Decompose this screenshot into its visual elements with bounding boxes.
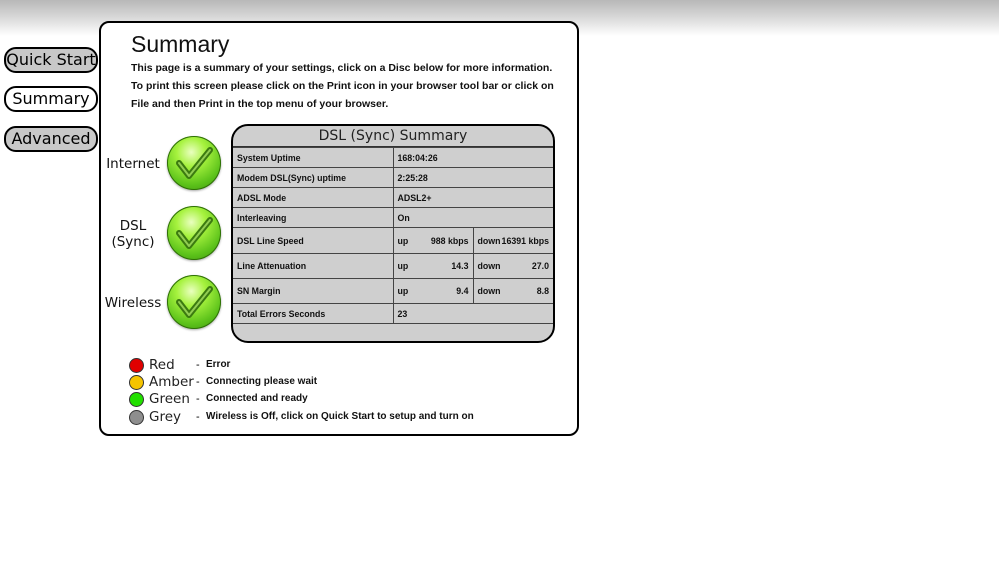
up-value: 14.3 <box>451 261 469 271</box>
legend-color-name: Grey <box>149 409 182 425</box>
row-value: 168:04:26 <box>393 148 553 168</box>
wireless-status-label: Wireless <box>104 295 162 311</box>
up-value: 988 kbps <box>430 235 469 246</box>
dsl-summary-title: DSL (Sync) Summary <box>233 126 553 147</box>
row-label: System Uptime <box>233 148 393 168</box>
legend-description: Wireless is Off, click on Quick Start to setup and turn on <box>206 411 474 422</box>
wireless-status-disc[interactable] <box>167 275 221 329</box>
amber-dot-icon <box>129 375 144 390</box>
red-dot-icon <box>129 358 144 373</box>
checkmark-icon <box>167 136 221 190</box>
legend-description: Connecting please wait <box>206 376 318 387</box>
legend-dash: - <box>196 376 200 388</box>
down-label: down <box>477 235 501 246</box>
down-label: down <box>477 286 501 296</box>
internet-status-label: Internet <box>106 156 160 172</box>
legend-dash: - <box>196 411 200 423</box>
row-value: On <box>393 208 553 228</box>
table-row <box>233 228 553 254</box>
intro-line-2: To print this screen please click on the Print icon in your browser tool bar or click on File and then Print in the top menu of your browser. <box>131 80 554 110</box>
row-value: ADSL2+ <box>393 188 553 208</box>
up-value: 9.4 <box>456 286 469 296</box>
downstream-cell <box>473 254 553 279</box>
legend-color-name: Red <box>149 357 175 373</box>
legend-dash: - <box>196 393 200 405</box>
downstream-cell <box>473 228 553 254</box>
legend-description: Connected and ready <box>206 393 308 404</box>
dsl-status-disc[interactable] <box>167 206 221 260</box>
grey-dot-icon <box>129 410 144 425</box>
downstream-cell <box>473 279 553 304</box>
row-label: ADSL Mode <box>233 188 393 208</box>
row-label: SN Margin <box>233 279 393 304</box>
legend-dash: - <box>196 359 200 371</box>
page-title: Summary <box>131 31 230 57</box>
up-label: up <box>397 261 409 271</box>
intro-text <box>131 59 561 113</box>
dsl-status-text: DSL (Sync) <box>111 218 155 250</box>
table-row <box>233 168 553 188</box>
dsl-stats-table <box>233 147 553 324</box>
table-row <box>233 304 553 324</box>
up-label: up <box>397 235 409 246</box>
down-value: 8.8 <box>536 286 549 296</box>
table-row <box>233 254 553 279</box>
row-label: Total Errors Seconds <box>233 304 393 324</box>
upstream-cell <box>393 228 473 254</box>
summary-panel <box>99 21 579 436</box>
legend-color-name: Amber <box>149 374 194 390</box>
table-row <box>233 208 553 228</box>
internet-status-disc[interactable] <box>167 136 221 190</box>
row-label: Interleaving <box>233 208 393 228</box>
checkmark-icon <box>167 275 221 329</box>
upstream-cell <box>393 254 473 279</box>
checkmark-icon <box>167 206 221 260</box>
legend-color-name: Green <box>149 391 190 407</box>
table-row <box>233 148 553 168</box>
down-value: 27.0 <box>531 261 549 271</box>
upstream-cell <box>393 279 473 304</box>
row-label: DSL Line Speed <box>233 228 393 254</box>
dsl-status-label <box>98 218 168 250</box>
down-value: 16391 kbps <box>501 235 549 246</box>
dsl-summary-box <box>231 124 555 343</box>
quick-start-button[interactable]: Quick Start <box>4 47 98 73</box>
legend-description: Error <box>206 359 231 370</box>
table-row <box>233 279 553 304</box>
intro-line-1: This page is a summary of your settings, click on a Disc below for more information. <box>131 62 553 74</box>
up-label: up <box>397 286 409 296</box>
row-label: Line Attenuation <box>233 254 393 279</box>
down-label: down <box>477 261 501 271</box>
table-row <box>233 188 553 208</box>
row-label: Modem DSL(Sync) uptime <box>233 168 393 188</box>
row-value: 23 <box>393 304 553 324</box>
advanced-button[interactable]: Advanced <box>4 126 98 152</box>
row-value: 2:25:28 <box>393 168 553 188</box>
green-dot-icon <box>129 392 144 407</box>
summary-button[interactable]: Summary <box>4 86 98 112</box>
